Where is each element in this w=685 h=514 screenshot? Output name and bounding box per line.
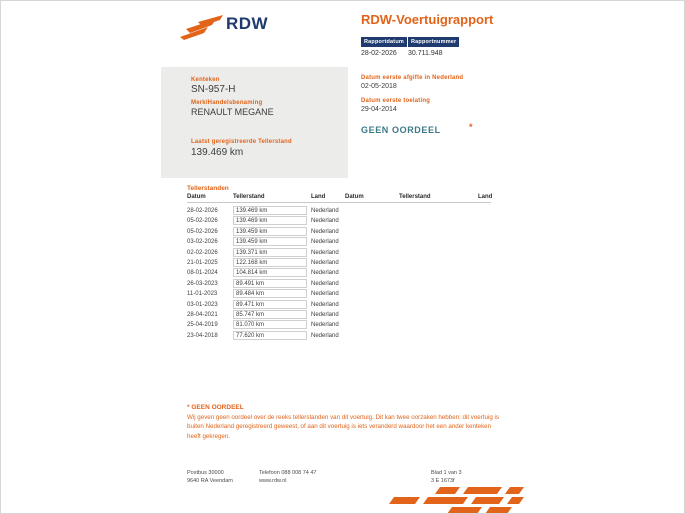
row-datum: 23-04-2018	[187, 332, 218, 339]
row-land: Nederland	[311, 270, 339, 277]
footer-phone: Telefoon 088 008 74 47	[259, 470, 317, 476]
row-land: Nederland	[311, 259, 339, 266]
kenteken-value: SN-957-H	[191, 84, 236, 95]
kenteken-label: Kenteken	[191, 77, 220, 83]
table-row	[187, 248, 347, 258]
first-admission-value: 29-04-2014	[361, 106, 397, 113]
footnote-title-text: GEEN OORDEEL	[191, 404, 244, 411]
row-land: Nederland	[311, 228, 339, 235]
row-datum: 11-01-2023	[187, 291, 218, 298]
rdw-logo-text: RDW	[226, 14, 269, 33]
rdw-logo-icon	[178, 13, 224, 45]
table-row	[187, 227, 347, 237]
column-header-land-2: Land	[478, 194, 493, 200]
footer-address-line1: Postbus 30000	[187, 470, 224, 476]
tellerstanden-table-header	[187, 193, 491, 203]
row-datum: 05-02-2026	[187, 218, 218, 225]
row-land: Nederland	[311, 301, 339, 308]
verdict-text: GEEN OORDEEL	[361, 125, 441, 135]
table-row	[187, 216, 347, 226]
row-tellerstand: 89.484 km	[233, 289, 307, 298]
footer-page-number: Blad 1 van 3	[431, 470, 462, 476]
row-datum: 28-04-2021	[187, 311, 218, 318]
footnote-asterisk: *	[187, 404, 190, 411]
row-datum: 21-01-2025	[187, 259, 218, 266]
row-datum: 28-02-2026	[187, 208, 218, 214]
report-number-value: 30.711.948	[408, 50, 443, 57]
row-datum: 03-02-2026	[187, 239, 218, 246]
report-number-badge: Rapportnummer	[408, 37, 459, 47]
vehicle-summary-panel	[161, 67, 348, 178]
row-datum: 25-04-2019	[187, 322, 218, 329]
row-land: Nederland	[311, 208, 339, 214]
row-land: Nederland	[311, 249, 339, 256]
table-row	[187, 289, 347, 299]
row-datum: 02-02-2026	[187, 249, 218, 256]
row-tellerstand: 81.070 km	[233, 320, 307, 329]
footer-website: www.rdw.nl	[259, 478, 287, 484]
merk-label: Merk/Handelsbenaming	[191, 100, 263, 106]
report-date-badge: Rapportdatum	[361, 37, 407, 47]
column-header-land: Land	[311, 194, 326, 200]
row-datum: 08-01-2024	[187, 270, 218, 277]
first-issue-label: Datum eerste afgifte in Nederland	[361, 75, 464, 81]
row-tellerstand: 77.620 km	[233, 331, 307, 340]
table-row	[187, 310, 347, 320]
laatste-tellerstand-value: 139.469 km	[191, 147, 244, 158]
column-header-datum-2: Datum	[345, 194, 364, 200]
merk-value: RENAULT MEGANE	[191, 107, 274, 117]
row-land: Nederland	[311, 291, 339, 298]
verdict-asterisk: *	[469, 122, 473, 132]
row-tellerstand: 89.471 km	[233, 300, 307, 309]
row-tellerstand: 139.371 km	[233, 248, 307, 257]
row-datum: 03-01-2023	[187, 301, 218, 308]
row-tellerstand: 89.491 km	[233, 279, 307, 288]
row-tellerstand: 139.459 km	[233, 237, 307, 246]
footer-address-line2: 9640 RA Veendam	[187, 478, 233, 484]
table-row	[187, 300, 347, 310]
tellerstanden-section-title: Tellerstanden	[187, 185, 229, 192]
first-issue-value: 02-05-2018	[361, 83, 397, 90]
table-row	[187, 258, 347, 268]
row-land: Nederland	[311, 332, 339, 339]
page-title: RDW-Voertuigrapport	[361, 12, 494, 27]
column-header-datum: Datum	[187, 194, 206, 200]
row-land: Nederland	[311, 311, 339, 318]
row-datum: 05-02-2026	[187, 228, 218, 235]
row-land: Nederland	[311, 218, 339, 225]
row-land: Nederland	[311, 280, 339, 287]
footnote-body: Wij geven geen oordeel over de reeks tellerstanden van dit voertuig. Dit kan twee oorzaken hebben: dit voertuig is buiten Nederland geregistreerd geweest, of aan dit voertuig is iets veranderd waardoor het een ander kenteken heeft gekregen.	[187, 414, 499, 440]
first-admission-label: Datum eerste toelating	[361, 98, 431, 104]
laatste-tellerstand-label: Laatst geregistreerde Tellerstand	[191, 139, 292, 145]
footnote-title	[187, 404, 244, 411]
table-row	[187, 237, 347, 247]
row-tellerstand: 122.168 km	[233, 258, 307, 267]
rdw-stripes-graphic	[389, 487, 524, 514]
row-tellerstand: 139.469 km	[233, 206, 307, 215]
row-datum: 26-03-2023	[187, 280, 218, 287]
tellerstanden-table-body	[187, 206, 347, 341]
row-tellerstand: 139.469 km	[233, 216, 307, 225]
table-row	[187, 331, 347, 341]
table-row	[187, 268, 347, 278]
table-row	[187, 320, 347, 330]
row-tellerstand: 85.747 km	[233, 310, 307, 319]
row-land: Nederland	[311, 322, 339, 329]
row-tellerstand: 139.459 km	[233, 227, 307, 236]
table-row	[187, 206, 347, 216]
table-row	[187, 279, 347, 289]
footer-doc-code: 3 E 1673f	[431, 478, 455, 484]
row-tellerstand: 104.814 km	[233, 268, 307, 277]
report-date-value: 28-02-2026	[361, 50, 397, 57]
row-land: Nederland	[311, 239, 339, 246]
column-header-tellerstand-2: Tellerstand	[399, 194, 431, 200]
column-header-tellerstand: Tellerstand	[233, 194, 265, 200]
